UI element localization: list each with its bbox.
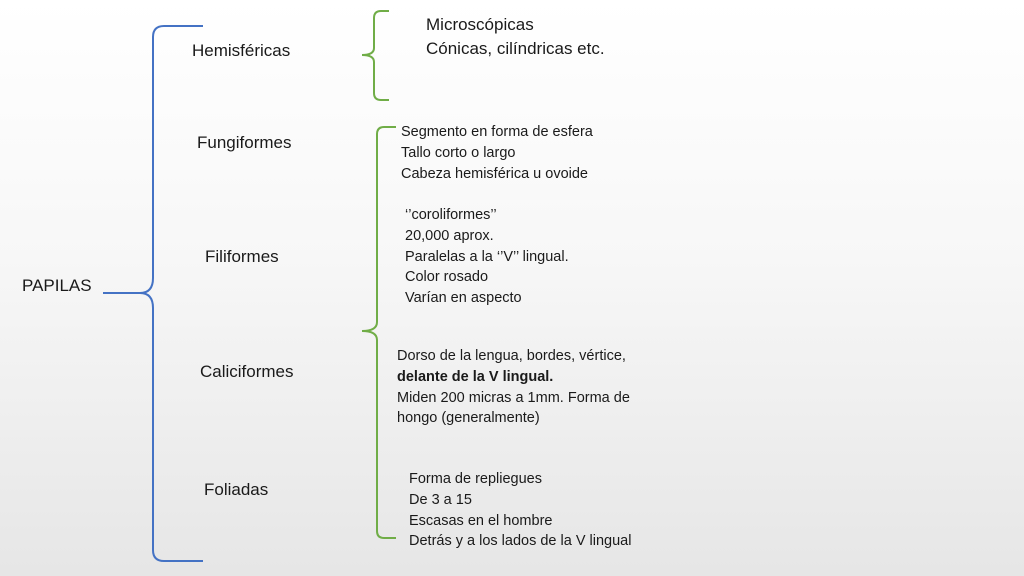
detail-line: Cónicas, cilíndricas etc. [426,39,605,58]
top-green-bracket [362,11,389,100]
detail-line: Paralelas a la ‘’V’’ lingual. [405,248,569,265]
category-foliadas: Foliadas [204,480,269,499]
detail-line: Detrás y a los lados de la V lingual [409,533,632,550]
detail-line: Dorso de la lengua, bordes, vértice, [397,348,626,364]
lower-green-bracket [362,127,396,538]
category-caliciformes: Caliciformes [200,362,294,381]
detail-line: Microscópicas [426,15,534,34]
detail-line: Escasas en el hombre [409,512,553,529]
detail-line: Tallo corto o largo [401,144,516,161]
detail-line: De 3 a 15 [409,491,472,508]
detail-line: Color rosado [405,269,489,286]
detail-line: Segmento en forma de esfera [401,124,593,140]
main-blue-bracket [103,26,203,561]
foliadas-details-block [409,469,631,552]
detail-line: Varían en aspecto [405,290,522,307]
detail-line: Forma de repliegues [409,471,542,487]
root-label-papilas: PAPILAS [22,276,92,295]
category-fungiformes: Fungiformes [197,133,292,152]
caliciformes-details-block [397,346,630,429]
top-details-block [426,13,605,61]
fungiformes-details-block [401,122,593,184]
category-hemisfericas: Hemisféricas [192,41,291,60]
detail-line: ‘’coroliformes’’ [405,207,497,223]
detail-line: Cabeza hemisférica u ovoide [401,165,588,182]
detail-line-bold: delante de la V lingual. [397,368,554,385]
detail-line: Miden 200 micras a 1mm. Forma de [397,389,630,406]
category-filiformes: Filiformes [205,247,279,266]
detail-line: hongo (generalmente) [397,410,540,427]
detail-line: 20,000 aprox. [405,227,494,244]
filiformes-details-block [405,205,569,309]
